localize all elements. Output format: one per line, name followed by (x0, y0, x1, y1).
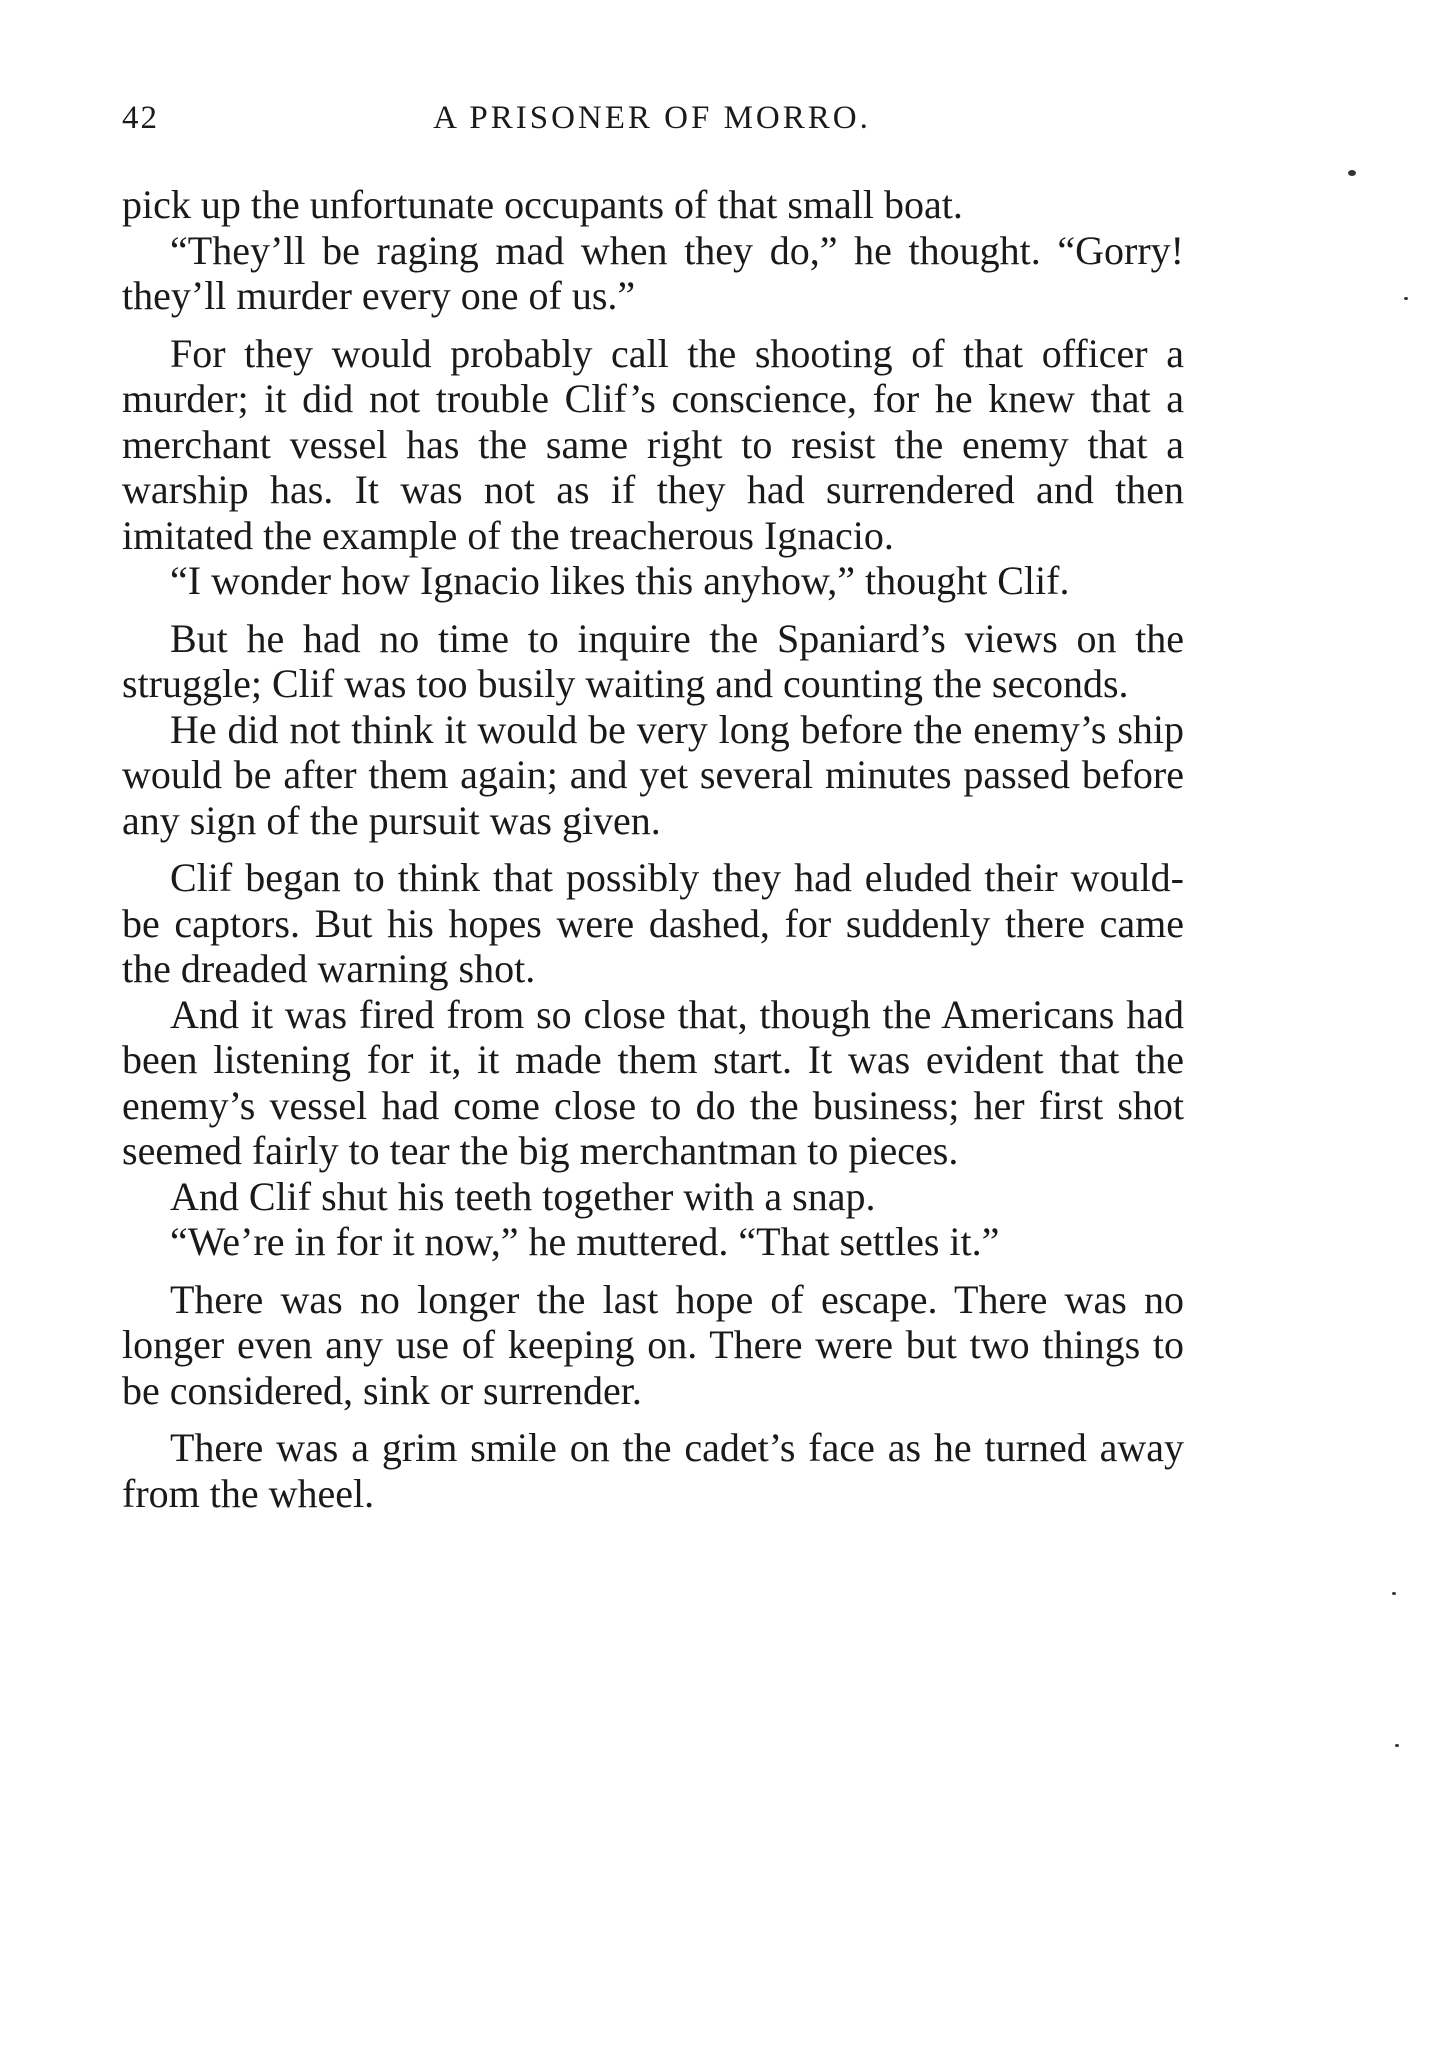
print-speck (1395, 1744, 1399, 1747)
text-body (122, 182, 1184, 1516)
paragraph: But he had no time to inquire the Spaniard’s views on the struggle; Clif was too busily waiting and counting the seconds. (122, 615, 1184, 706)
paragraph: “We’re in for it now,” he muttered. “That settles it.” (170, 1219, 1000, 1264)
running-head (122, 100, 1182, 150)
paragraph: Clif began to think that possibly they had eluded their would-be captors. But his hopes were dashed, for suddenly there came the dreaded warning shot. (122, 855, 1184, 991)
paragraph: There was no longer the last hope of escape. There was no longer even any use of keeping on. There were but two things to be considered, sink or surrender. (122, 1276, 1184, 1413)
print-speck (1404, 297, 1408, 300)
paragraph: He did not think it would be very long before the enemy’s ship would be after them again; and yet several minutes passed before any sign of the pursuit was given. (122, 706, 1184, 843)
paragraph: There was a grim smile on the cadet’s face as he turned away from the wheel. (122, 1425, 1184, 1516)
print-speck (1348, 170, 1356, 176)
page-number: 42 (122, 100, 159, 136)
paragraph: “I wonder how Ignacio likes this anyhow,” thought Clif. (170, 558, 1070, 603)
paragraph: And it was fired from so close that, though the Americans had been listening for it, it made them start. It was evident that the enemy’s vessel had come close to do the business; her first shot seemed fairly to tear the big merchantman to pieces. (122, 991, 1184, 1173)
paragraph: For they would probably call the shooting of that officer a murder; it did not trouble Clif’s conscience, for he knew that a merchant vessel has the same right to resist the enemy that a warship has. It was not as if they had surrendered and then imitated the example of the treacherous Ignacio. (122, 330, 1184, 558)
paragraph: “They’ll be raging mad when they do,” he thought. “Gorry! they’ll murder every one of us.” (122, 227, 1184, 318)
paragraph: pick up the unfortunate occupants of that small boat. (122, 182, 963, 227)
paragraph: And Clif shut his teeth together with a snap. (170, 1173, 876, 1219)
running-title: A PRISONER OF MORRO. (433, 100, 871, 136)
print-speck (1392, 1592, 1396, 1595)
